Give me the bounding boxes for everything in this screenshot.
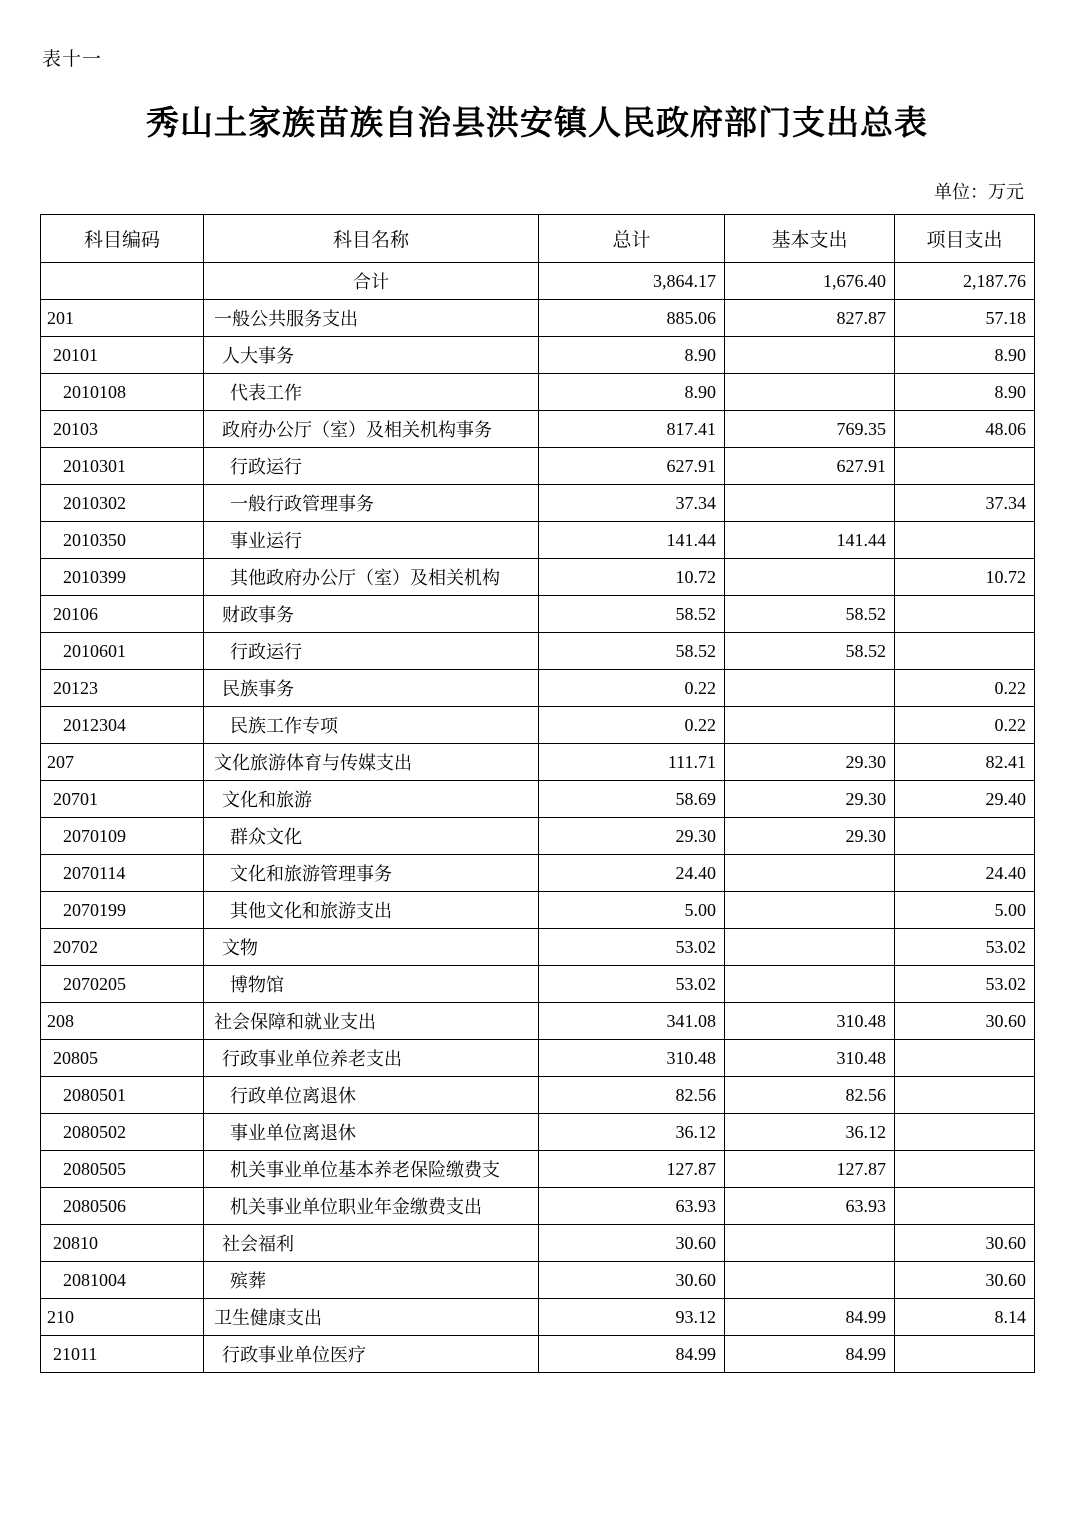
cell-project: 30.60 [895,1003,1035,1040]
cell-project: 10.72 [895,559,1035,596]
cell-basic [725,337,895,374]
cell-basic [725,892,895,929]
table-row [41,1003,1035,1040]
table-row [41,1299,1035,1336]
cell-name: 一般行政管理事务 [204,485,539,522]
cell-name: 文化旅游体育与传媒支出 [204,744,539,781]
cell-basic [725,929,895,966]
cell-name: 文化和旅游管理事务 [204,855,539,892]
cell-code: 2070114 [41,855,204,892]
cell-total: 10.72 [539,559,725,596]
cell-code: 2010399 [41,559,204,596]
cell-basic: 58.52 [725,633,895,670]
cell-code: 2080502 [41,1114,204,1151]
table-row [41,1114,1035,1151]
cell-basic: 627.91 [725,448,895,485]
cell-name: 民族工作专项 [204,707,539,744]
cell-project: 8.14 [895,1299,1035,1336]
cell-project [895,596,1035,633]
cell-name: 机关事业单位基本养老保险缴费支 [204,1151,539,1188]
cell-total: 627.91 [539,448,725,485]
header-basic: 基本支出 [725,215,895,263]
cell-code: 2080505 [41,1151,204,1188]
cell-code: 20701 [41,781,204,818]
cell-name: 文物 [204,929,539,966]
cell-project: 48.06 [895,411,1035,448]
cell-code: 2070205 [41,966,204,1003]
cell-code: 20810 [41,1225,204,1262]
cell-project: 5.00 [895,892,1035,929]
cell-basic: 29.30 [725,781,895,818]
cell-code: 2010350 [41,522,204,559]
cell-name: 群众文化 [204,818,539,855]
cell-basic [725,485,895,522]
cell-basic [725,1225,895,1262]
cell-project: 37.34 [895,485,1035,522]
table-row [41,781,1035,818]
cell-project: 2,187.76 [895,263,1035,300]
cell-name: 人大事务 [204,337,539,374]
table-row [41,892,1035,929]
cell-code: 2080506 [41,1188,204,1225]
cell-name: 行政单位离退休 [204,1077,539,1114]
cell-code: 2010601 [41,633,204,670]
table-row [41,485,1035,522]
table-row [41,670,1035,707]
table-row [41,1262,1035,1299]
table-row [41,929,1035,966]
table-row [41,855,1035,892]
unit-note: 单位：万元 [934,182,1024,202]
cell-total: 37.34 [539,485,725,522]
cell-total: 0.22 [539,707,725,744]
cell-basic [725,966,895,1003]
cell-project: 53.02 [895,966,1035,1003]
cell-total: 53.02 [539,929,725,966]
cell-basic: 36.12 [725,1114,895,1151]
table-row [41,744,1035,781]
cell-basic: 63.93 [725,1188,895,1225]
cell-name: 代表工作 [204,374,539,411]
cell-total: 341.08 [539,1003,725,1040]
cell-total: 141.44 [539,522,725,559]
cell-project [895,448,1035,485]
cell-code [41,263,204,300]
cell-code: 2081004 [41,1262,204,1299]
table-row [41,1188,1035,1225]
cell-project [895,1336,1035,1373]
cell-code: 2010301 [41,448,204,485]
cell-name: 财政事务 [204,596,539,633]
cell-project: 57.18 [895,300,1035,337]
cell-name: 博物馆 [204,966,539,1003]
cell-project [895,1077,1035,1114]
table-row [41,1225,1035,1262]
header-code: 科目编码 [41,215,204,263]
table-row [41,559,1035,596]
table-header-row [41,215,1035,263]
cell-basic: 141.44 [725,522,895,559]
cell-total: 58.69 [539,781,725,818]
cell-name: 其他政府办公厅（室）及相关机构 [204,559,539,596]
cell-code: 2070109 [41,818,204,855]
table-row [41,337,1035,374]
cell-project: 8.90 [895,374,1035,411]
cell-code: 210 [41,1299,204,1336]
table-row [41,522,1035,559]
cell-code: 207 [41,744,204,781]
cell-name: 合计 [204,263,539,300]
cell-total: 58.52 [539,633,725,670]
cell-code: 20103 [41,411,204,448]
cell-basic: 58.52 [725,596,895,633]
cell-total: 8.90 [539,337,725,374]
table-row [41,448,1035,485]
table-head [41,215,1035,263]
cell-project: 82.41 [895,744,1035,781]
table-row [41,818,1035,855]
cell-code: 2070199 [41,892,204,929]
cell-total: 53.02 [539,966,725,1003]
cell-total: 30.60 [539,1262,725,1299]
cell-total: 0.22 [539,670,725,707]
cell-code: 20123 [41,670,204,707]
cell-total: 817.41 [539,411,725,448]
cell-name: 行政事业单位养老支出 [204,1040,539,1077]
table-body [41,263,1035,1373]
cell-project: 30.60 [895,1225,1035,1262]
cell-code: 208 [41,1003,204,1040]
cell-project: 0.22 [895,670,1035,707]
cell-basic: 1,676.40 [725,263,895,300]
header-project: 项目支出 [895,215,1035,263]
cell-project [895,1040,1035,1077]
cell-basic [725,559,895,596]
cell-total: 63.93 [539,1188,725,1225]
cell-basic [725,670,895,707]
cell-name: 社会保障和就业支出 [204,1003,539,1040]
table-row [41,1040,1035,1077]
cell-total: 29.30 [539,818,725,855]
table-row [41,633,1035,670]
cell-name: 社会福利 [204,1225,539,1262]
cell-code: 2080501 [41,1077,204,1114]
cell-basic: 84.99 [725,1336,895,1373]
cell-name: 一般公共服务支出 [204,300,539,337]
cell-total: 5.00 [539,892,725,929]
cell-name: 事业单位离退休 [204,1114,539,1151]
cell-total: 3,864.17 [539,263,725,300]
cell-basic [725,374,895,411]
cell-basic: 82.56 [725,1077,895,1114]
table-row [41,707,1035,744]
table-row [41,411,1035,448]
cell-basic [725,707,895,744]
cell-total: 8.90 [539,374,725,411]
table-row [41,1151,1035,1188]
cell-total: 310.48 [539,1040,725,1077]
expenditure-table [40,214,1035,1373]
cell-total: 58.52 [539,596,725,633]
page-title: 秀山土家族苗族自治县洪安镇人民政府部门支出总表 [146,106,928,142]
cell-code: 21011 [41,1336,204,1373]
cell-total: 82.56 [539,1077,725,1114]
table-row [41,1077,1035,1114]
cell-code: 201 [41,300,204,337]
cell-total: 127.87 [539,1151,725,1188]
cell-code: 20702 [41,929,204,966]
cell-project [895,633,1035,670]
cell-project: 29.40 [895,781,1035,818]
table-row [41,1336,1035,1373]
cell-name: 行政事业单位医疗 [204,1336,539,1373]
cell-basic: 827.87 [725,300,895,337]
cell-name: 机关事业单位职业年金缴费支出 [204,1188,539,1225]
cell-project: 8.90 [895,337,1035,374]
cell-project [895,1188,1035,1225]
cell-code: 20101 [41,337,204,374]
cell-project: 30.60 [895,1262,1035,1299]
cell-basic: 84.99 [725,1299,895,1336]
cell-basic: 769.35 [725,411,895,448]
cell-name: 行政运行 [204,633,539,670]
cell-name: 民族事务 [204,670,539,707]
cell-project [895,1114,1035,1151]
cell-code: 2010302 [41,485,204,522]
cell-project [895,818,1035,855]
cell-name: 事业运行 [204,522,539,559]
cell-basic: 310.48 [725,1040,895,1077]
cell-basic: 29.30 [725,744,895,781]
cell-basic [725,855,895,892]
cell-code: 20805 [41,1040,204,1077]
cell-code: 20106 [41,596,204,633]
cell-basic: 29.30 [725,818,895,855]
cell-name: 政府办公厅（室）及相关机构事务 [204,411,539,448]
cell-total: 36.12 [539,1114,725,1151]
cell-code: 2010108 [41,374,204,411]
cell-project [895,522,1035,559]
cell-total: 111.71 [539,744,725,781]
cell-name: 行政运行 [204,448,539,485]
cell-basic [725,1262,895,1299]
cell-code: 2012304 [41,707,204,744]
cell-total: 84.99 [539,1336,725,1373]
table-row [41,596,1035,633]
cell-name: 殡葬 [204,1262,539,1299]
table-row [41,300,1035,337]
cell-project: 0.22 [895,707,1035,744]
cell-name: 其他文化和旅游支出 [204,892,539,929]
header-total: 总计 [539,215,725,263]
table-label: 表十一 [42,49,103,70]
header-name: 科目名称 [204,215,539,263]
cell-project: 53.02 [895,929,1035,966]
table-row [41,263,1035,300]
table-row [41,374,1035,411]
cell-project [895,1151,1035,1188]
cell-name: 文化和旅游 [204,781,539,818]
cell-total: 24.40 [539,855,725,892]
cell-basic: 127.87 [725,1151,895,1188]
cell-total: 30.60 [539,1225,725,1262]
cell-name: 卫生健康支出 [204,1299,539,1336]
cell-total: 885.06 [539,300,725,337]
table-row [41,966,1035,1003]
cell-total: 93.12 [539,1299,725,1336]
cell-basic: 310.48 [725,1003,895,1040]
cell-project: 24.40 [895,855,1035,892]
